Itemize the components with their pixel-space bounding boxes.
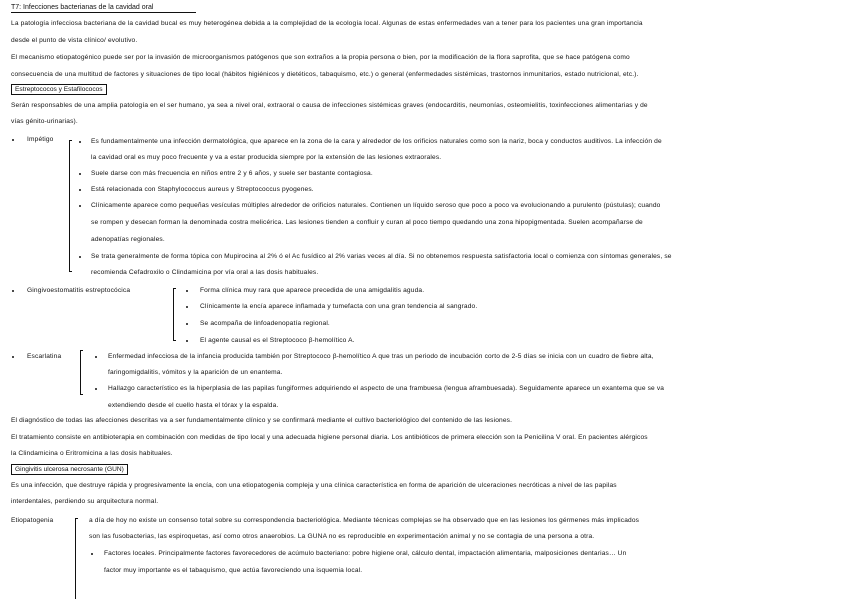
document-title: T7: Infecciones bacterianas de la cavidad oral — [11, 4, 154, 11]
bracket-top — [69, 140, 72, 141]
escarlatina-bullet-2b: extendiendo desde el cuello hasta el tórax y la espalda. — [108, 402, 279, 409]
etiopatogenia-bracket — [75, 518, 76, 599]
bullet-dot — [91, 553, 93, 555]
section-heading-gun: Gingivitis ulcerosa necrosante (GUN) — [11, 464, 128, 475]
etio-bullet-1b: factor muy importante es el tabaquismo, que actúa favoreciendo una isquemia local. — [104, 567, 363, 574]
escarlatina-bullet-2a: Hallazgo característico es la hiperplasia de las papilas fungiformes adquiriendo el aspecto de una frambuesa (lengua aframbuesada). Seguidamente aparece un exantema que se va — [108, 385, 665, 392]
bullet-dot — [79, 205, 81, 207]
etio-bullet-1a: Factores locales. Principalmente factores favorecedores de acúmulo bacteriano: pobre higiene oral, cálculo dental, impactación alimentaria, malposiciones dentarias… Un — [104, 550, 627, 557]
impetigo-bullet-5b: recomienda Cefadroxilo o Clindamicina por vía oral a las dosis habituales. — [91, 269, 319, 276]
bullet-dot — [12, 356, 14, 358]
impetigo-bracket — [69, 140, 70, 271]
impetigo-label: Impétigo — [27, 136, 54, 143]
bracket-bottom — [80, 394, 83, 395]
impetigo-bullet-2: Suele darse con más frecuencia en niños entre 2 y 6 años, y suele ser bastante contagiosa. — [91, 170, 373, 177]
etio-paragraph-1a: a día de hoy no existe un consenso total sobre su correspondencia bacteriológica. Mediante técnicas complejas se ha observado que en las lesiones los gérmenes más implicados — [89, 517, 640, 524]
bullet-dot — [186, 340, 188, 342]
treatment-line-2: la Clindamicina o Eritromicina a las dosis habituales. — [11, 450, 173, 457]
bracket-top — [75, 518, 78, 519]
bullet-dot — [79, 141, 81, 143]
bullet-dot — [186, 306, 188, 308]
intro-line-4: consecuencia de una multitud de factores y situaciones de tipo local (hábitos higiénicos y dietéticos, tabaquismo, etc.) o general (enfermedades sistémicas, trastornos inmunitarios, estado nutricional, etc.). — [11, 71, 639, 78]
section-heading-estreptococos: Estreptococos y Estafilococos — [11, 84, 107, 95]
bullet-dot — [79, 189, 81, 191]
intro-line-3: El mecanismo etiopatogénico puede ser por la invasión de microorganismos patógenos que son extraños a la propia persona o bien, por la modificación de la flora saprofita, que se hace patógena como — [11, 54, 630, 61]
bracket-bottom — [69, 271, 72, 272]
section1-line-2: vías génito-urinarias). — [11, 118, 78, 125]
bullet-dot — [95, 388, 97, 390]
treatment-line-1: El tratamiento consiste en antibioterapia en combinación con medidas de tipo local y una adecuada higiene personal diaria. Los antibióticos de primera elección son la Penicilina V oral. En pacientes alérgicos — [11, 434, 648, 441]
gingivo-bracket — [173, 288, 174, 340]
impetigo-bullet-1b: la cavidad oral es muy poco frecuente y va a estar producida siempre por la extensión de las lesiones extraorales. — [91, 154, 442, 161]
bullet-dot — [79, 256, 81, 258]
impetigo-bullet-1a: Es fundamentalmente una infección dermatológica, que aparece en la zona de la cara y alrededor de los orificios naturales como son la nariz, boca y conductos auditivos. La infección de — [91, 138, 662, 145]
section1-line-1: Serán responsables de una amplia patología en el ser humano, ya sea a nivel oral, extraoral o causa de infecciones sistémicas graves (endocarditis, neumonías, osteomielitis, toxinfecciones alimentarias y de — [11, 102, 648, 109]
bullet-dot — [12, 139, 14, 141]
bullet-dot — [186, 290, 188, 292]
bracket-bottom — [173, 340, 176, 341]
gingivo-label: Gingivoestomatitis estreptocócica — [27, 287, 131, 294]
intro-line-1: La patología infecciosa bacteriana de la cavidad bucal es muy heterogénea debida a la complejidad de la ecología local. Algunas de estas enfermedades van a tener para los pacientes una gran importancia — [11, 20, 643, 27]
gingivo-bullet-1: Forma clínica muy rara que aparece precedida de una amigdalitis aguda. — [200, 287, 425, 294]
intro-line-2: desde el punto de vista clínico/ evolutivo. — [11, 37, 138, 44]
gingivo-bullet-2: Clínicamente la encía aparece inflamada y tumefacta con una gran tendencia al sangrado. — [200, 303, 478, 310]
escarlatina-label: Escarlatina — [27, 353, 62, 360]
impetigo-bullet-4b: se rompen y desecan forman la denominada costra melicérica. Las lesiones tienden a confluir y curan al poco tiempo quedando una zona hipopigmentada. Suelen acompañarse de — [91, 219, 643, 226]
section2-line-1: Es una infección, que destruye rápida y progresivamente la encía, con una etiopatogenia compleja y una clínica característica en forma de aparición de ulceraciones necróticas a nivel de las papilas — [11, 482, 617, 489]
bullet-dot — [186, 323, 188, 325]
bullet-dot — [95, 356, 97, 358]
escarlatina-bullet-1b: faringomigdalitis, vómitos y la aparición de un enantema. — [108, 369, 283, 376]
gingivo-bullet-4: El agente causal es el Streptococo β-hemolítico A. — [200, 337, 355, 344]
gingivo-bullet-3: Se acompaña de linfoadenopatía regional. — [200, 320, 330, 327]
impetigo-bullet-4c: adenopatías regionales. — [91, 236, 165, 243]
section2-line-2: interdentales, perdiendo su arquitectura normal. — [11, 498, 159, 505]
bracket-top — [173, 288, 176, 289]
diagnosis-paragraph: El diagnóstico de todas las afecciones descritas va a ser fundamentalmente clínico y se confirmará mediante el cultivo bacteriológico del contenido de las lesiones. — [11, 417, 513, 424]
escarlatina-bracket — [80, 350, 81, 394]
bracket-top — [80, 350, 83, 351]
etio-paragraph-1b: son las fusobacterias, las espiroquetas, así como otros anaerobios. La GUNA no es reproducible en experimentación animal y no se contagia de una persona a otra. — [89, 533, 595, 540]
bullet-dot — [12, 290, 14, 292]
impetigo-bullet-5a: Se trata generalmente de forma tópica con Mupirocina al 2% ó el Ac fusídico al 2% varias veces al día. Si no obtenemos respuesta satisfactoria local o comienza con síntomas generales, se — [91, 253, 672, 260]
bullet-dot — [79, 173, 81, 175]
escarlatina-bullet-1a: Enfermedad infecciosa de la infancia producida también por Streptococo β-hemolítico A que tras un periodo de incubación corto de 2-5 días se inicia con un cuadro de fiebre alta, — [108, 353, 654, 360]
impetigo-bullet-3: Está relacionada con Staphylococcus aureus y Streptococcus pyogenes. — [91, 186, 314, 193]
title-underline — [11, 12, 196, 13]
impetigo-bullet-4a: Clínicamente aparece como pequeñas vesículas múltiples alrededor de orificios naturales. Contienen un líquido seroso que poco a poco va evolucionando a purulento (pústulas); cuando — [91, 202, 661, 209]
etiopatogenia-label: Etiopatogenia — [11, 517, 54, 524]
